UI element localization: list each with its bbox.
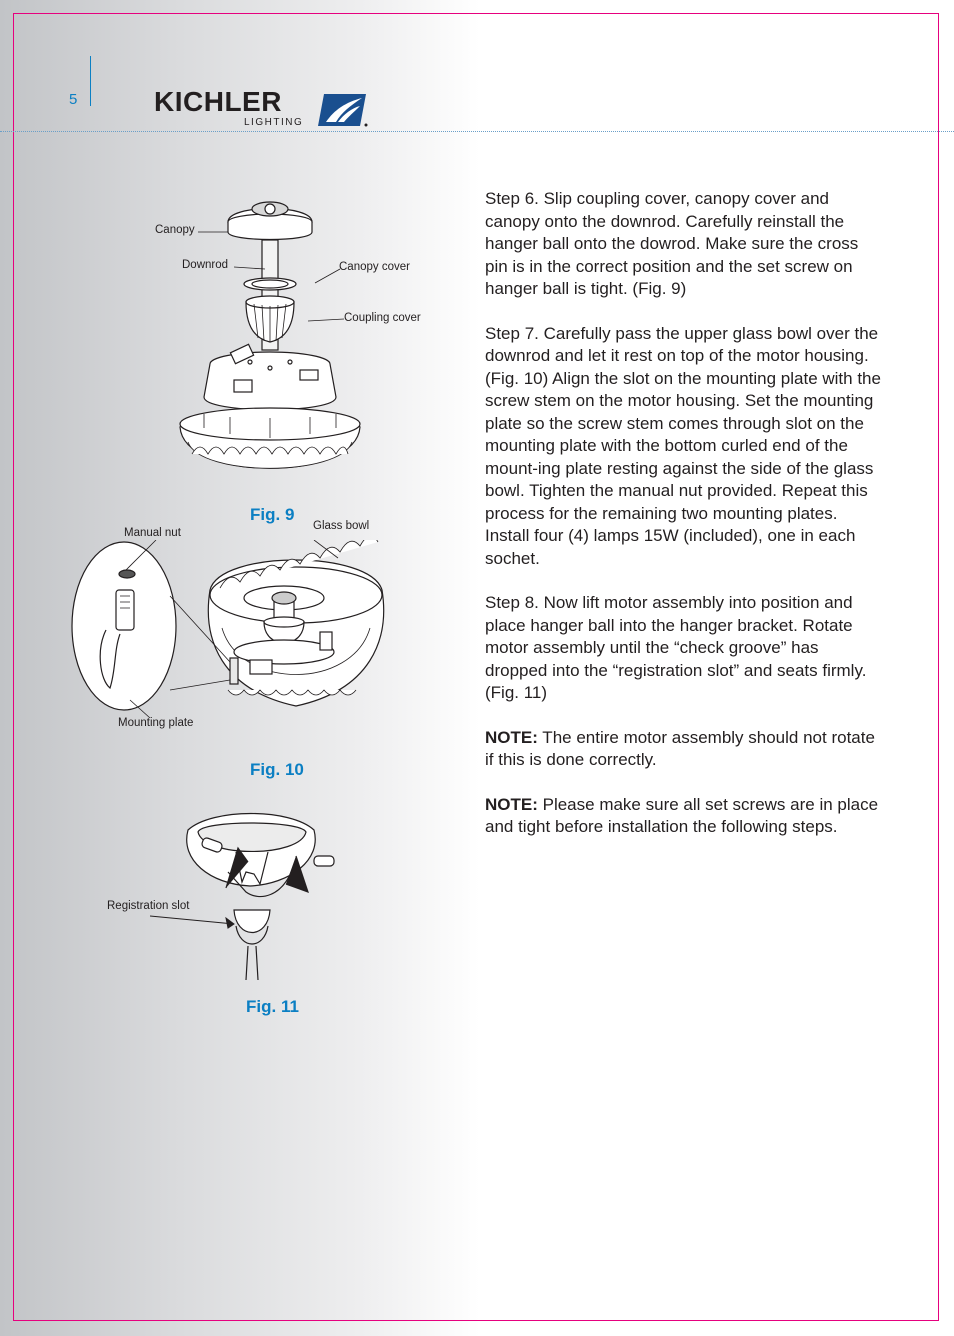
logo-subtitle: LIGHTING: [244, 117, 304, 128]
label-canopy-cover: Canopy cover: [339, 261, 410, 273]
label-mounting-plate: Mounting plate: [118, 717, 194, 729]
page-number-rule: [90, 56, 91, 106]
label-registration-slot: Registration slot: [107, 900, 190, 912]
note-1-label: NOTE:: [485, 727, 538, 747]
note-2-paragraph: [485, 794, 885, 839]
fig11-caption: Fig. 11: [246, 997, 299, 1016]
label-downrod: Downrod: [182, 259, 229, 271]
kichler-logo: [154, 88, 376, 132]
logo-swoosh-icon: [316, 92, 368, 128]
header-dotted-divider: [0, 131, 954, 132]
label-canopy: Canopy: [155, 224, 195, 236]
fig10-caption: Fig. 10: [250, 760, 304, 779]
fig10-glass-bowl-illustration: [70, 540, 400, 720]
page-number: 5: [69, 91, 78, 108]
step-7-paragraph: Step 7. Carefully pass the upper glass bowl over the downrod and let it rest on top of the motor housing. (Fig. 10) Align the slot on the mounting plate with the screw stem on the motor housing. Set the mounting plate so the screw stem comes through slot on the mounting plate with the bottom curled end of the mount-ing plate resting against the side of the glass bowl. Tighten the manual nut provided. Repeat this process for the remaining two mounting plates. Install four (4) lamps 15W (included), one in each sochet.: [485, 323, 881, 568]
label-glass-bowl: Glass bowl: [313, 520, 370, 532]
step-6-paragraph: Step 6. Slip coupling cover, canopy cover and canopy onto the downrod. Carefully reinstall the hanger ball onto the dowrod. Make sure the cross pin is in the correct position and the set screw on hanger ball is tight. (Fig. 9): [485, 189, 859, 298]
note-2-text: Please make sure all set screws are in place and tight before installation the following steps.: [485, 794, 879, 836]
logo-wordmark: KICHLER: [154, 86, 282, 117]
fig9-callout-lines: [150, 225, 350, 335]
fig9-caption: Fig. 9: [250, 505, 295, 524]
step-8-paragraph: Step 8. Now lift motor assembly into position and place hanger ball into the hanger bracket. Rotate motor assembly until the “check groove” has dropped into the “registration slot” and seats firmly. (Fig. 11): [485, 593, 867, 702]
fig11-hanger-bracket-illustration: [150, 800, 350, 990]
note-1-paragraph: [485, 727, 885, 772]
label-coupling-cover: Coupling cover: [344, 312, 421, 324]
note-2-label: NOTE:: [485, 794, 538, 814]
note-1-text: The entire motor assembly should not rotate if this is done correctly.: [485, 727, 875, 769]
label-manual-nut: Manual nut: [124, 527, 181, 539]
instructions-text: [485, 188, 885, 861]
